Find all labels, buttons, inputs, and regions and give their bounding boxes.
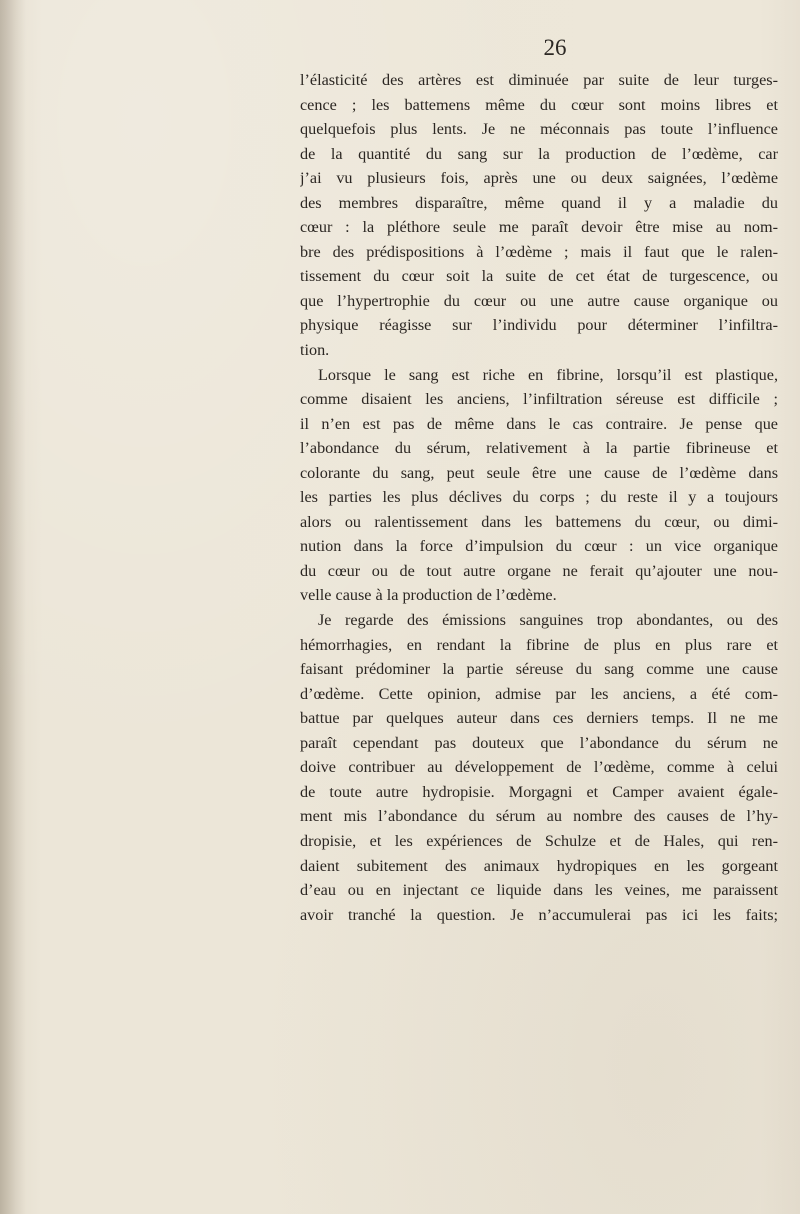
text-line: dropisie, et les expériences de Schulze et de Hales, qui ren- — [300, 831, 778, 850]
text-line: les parties les plus déclives du corps ; du reste il y a toujours — [300, 488, 778, 507]
text-line: cœur : la pléthore seule me paraît devoir être mise au nom- — [300, 218, 778, 237]
text-line: du cœur ou de tout autre organe ne ferait qu’ajouter une nou- — [300, 561, 778, 580]
text-line: daient subitement des animaux hydropiques en les gorgeant — [300, 856, 778, 875]
text-line: colorante du sang, peut seule être une cause de l’œdème dans — [300, 463, 778, 482]
text-line: tissement du cœur soit la suite de cet état de turgescence, ou — [300, 267, 778, 286]
text-line: avoir tranché la question. Je n’accumulerai pas ici les faits; — [300, 905, 778, 924]
text-line: physique réagisse sur l’individu pour déterminer l’infiltra- — [300, 316, 778, 335]
text-line: nution dans la force d’impulsion du cœur : un vice organique — [300, 537, 778, 556]
text-line: il n’en est pas de même dans le cas contraire. Je pense que — [300, 414, 778, 433]
page-number: 26 — [543, 35, 567, 60]
text-line: tion. — [300, 341, 330, 360]
body-text — [300, 68, 778, 927]
paragraph-first-line: Je regarde des émissions sanguines trop abondantes, ou des — [318, 611, 778, 630]
text-line: doive contribuer au développement de l’œdème, comme à celui — [300, 758, 778, 777]
text-line: l’abondance du sérum, relativement à la partie fibrineuse et — [300, 439, 778, 458]
paragraph-first-line: Lorsque le sang est riche en fibrine, lorsqu’il est plastique, — [318, 365, 778, 384]
text-line: cence ; les battemens même du cœur sont moins libres et — [300, 95, 778, 114]
text-line: d’œdème. Cette opinion, admise par les anciens, a été com- — [300, 684, 778, 703]
text-line: comme disaient les anciens, l’infiltration séreuse est difficile ; — [300, 390, 778, 409]
text-line: d’eau ou en injectant ce liquide dans les veines, me paraissent — [300, 881, 778, 900]
text-line: paraît cependant pas douteux que l’abondance du sérum ne — [300, 733, 778, 752]
text-line: bre des prédispositions à l’œdème ; mais il faut que le ralen- — [300, 242, 778, 261]
text-line: des membres disparaître, même quand il y a maladie du — [300, 193, 778, 212]
text-line: battue par quelques auteur dans ces derniers temps. Il ne me — [300, 709, 778, 728]
text-line: quelquefois plus lents. Je ne méconnais pas toute l’influence — [300, 120, 778, 139]
text-line: velle cause à la production de l’œdème. — [300, 586, 557, 605]
text-line: faisant prédominer la partie séreuse du sang comme une cause — [300, 660, 778, 679]
text-line: alors ou ralentissement dans les battemens du cœur, ou dimi- — [300, 512, 778, 531]
text-line: de toute autre hydropisie. Morgagni et Camper avaient égale- — [300, 782, 778, 801]
text-line: que l’hypertrophie du cœur ou une autre cause organique ou — [300, 291, 778, 310]
text-line: l’élasticité des artères est diminuée par suite de leur turges- — [300, 71, 778, 89]
text-line: hémorrhagies, en rendant la fibrine de plus en plus rare et — [300, 635, 778, 654]
text-line: j’ai vu plusieurs fois, après une ou deux saignées, l’œdème — [300, 169, 778, 188]
text-line: ment mis l’abondance du sérum au nombre des causes de l’hy- — [300, 807, 778, 826]
binding-shadow — [0, 0, 26, 1214]
text-line: de la quantité du sang sur la production de l’œdème, car — [300, 144, 778, 163]
